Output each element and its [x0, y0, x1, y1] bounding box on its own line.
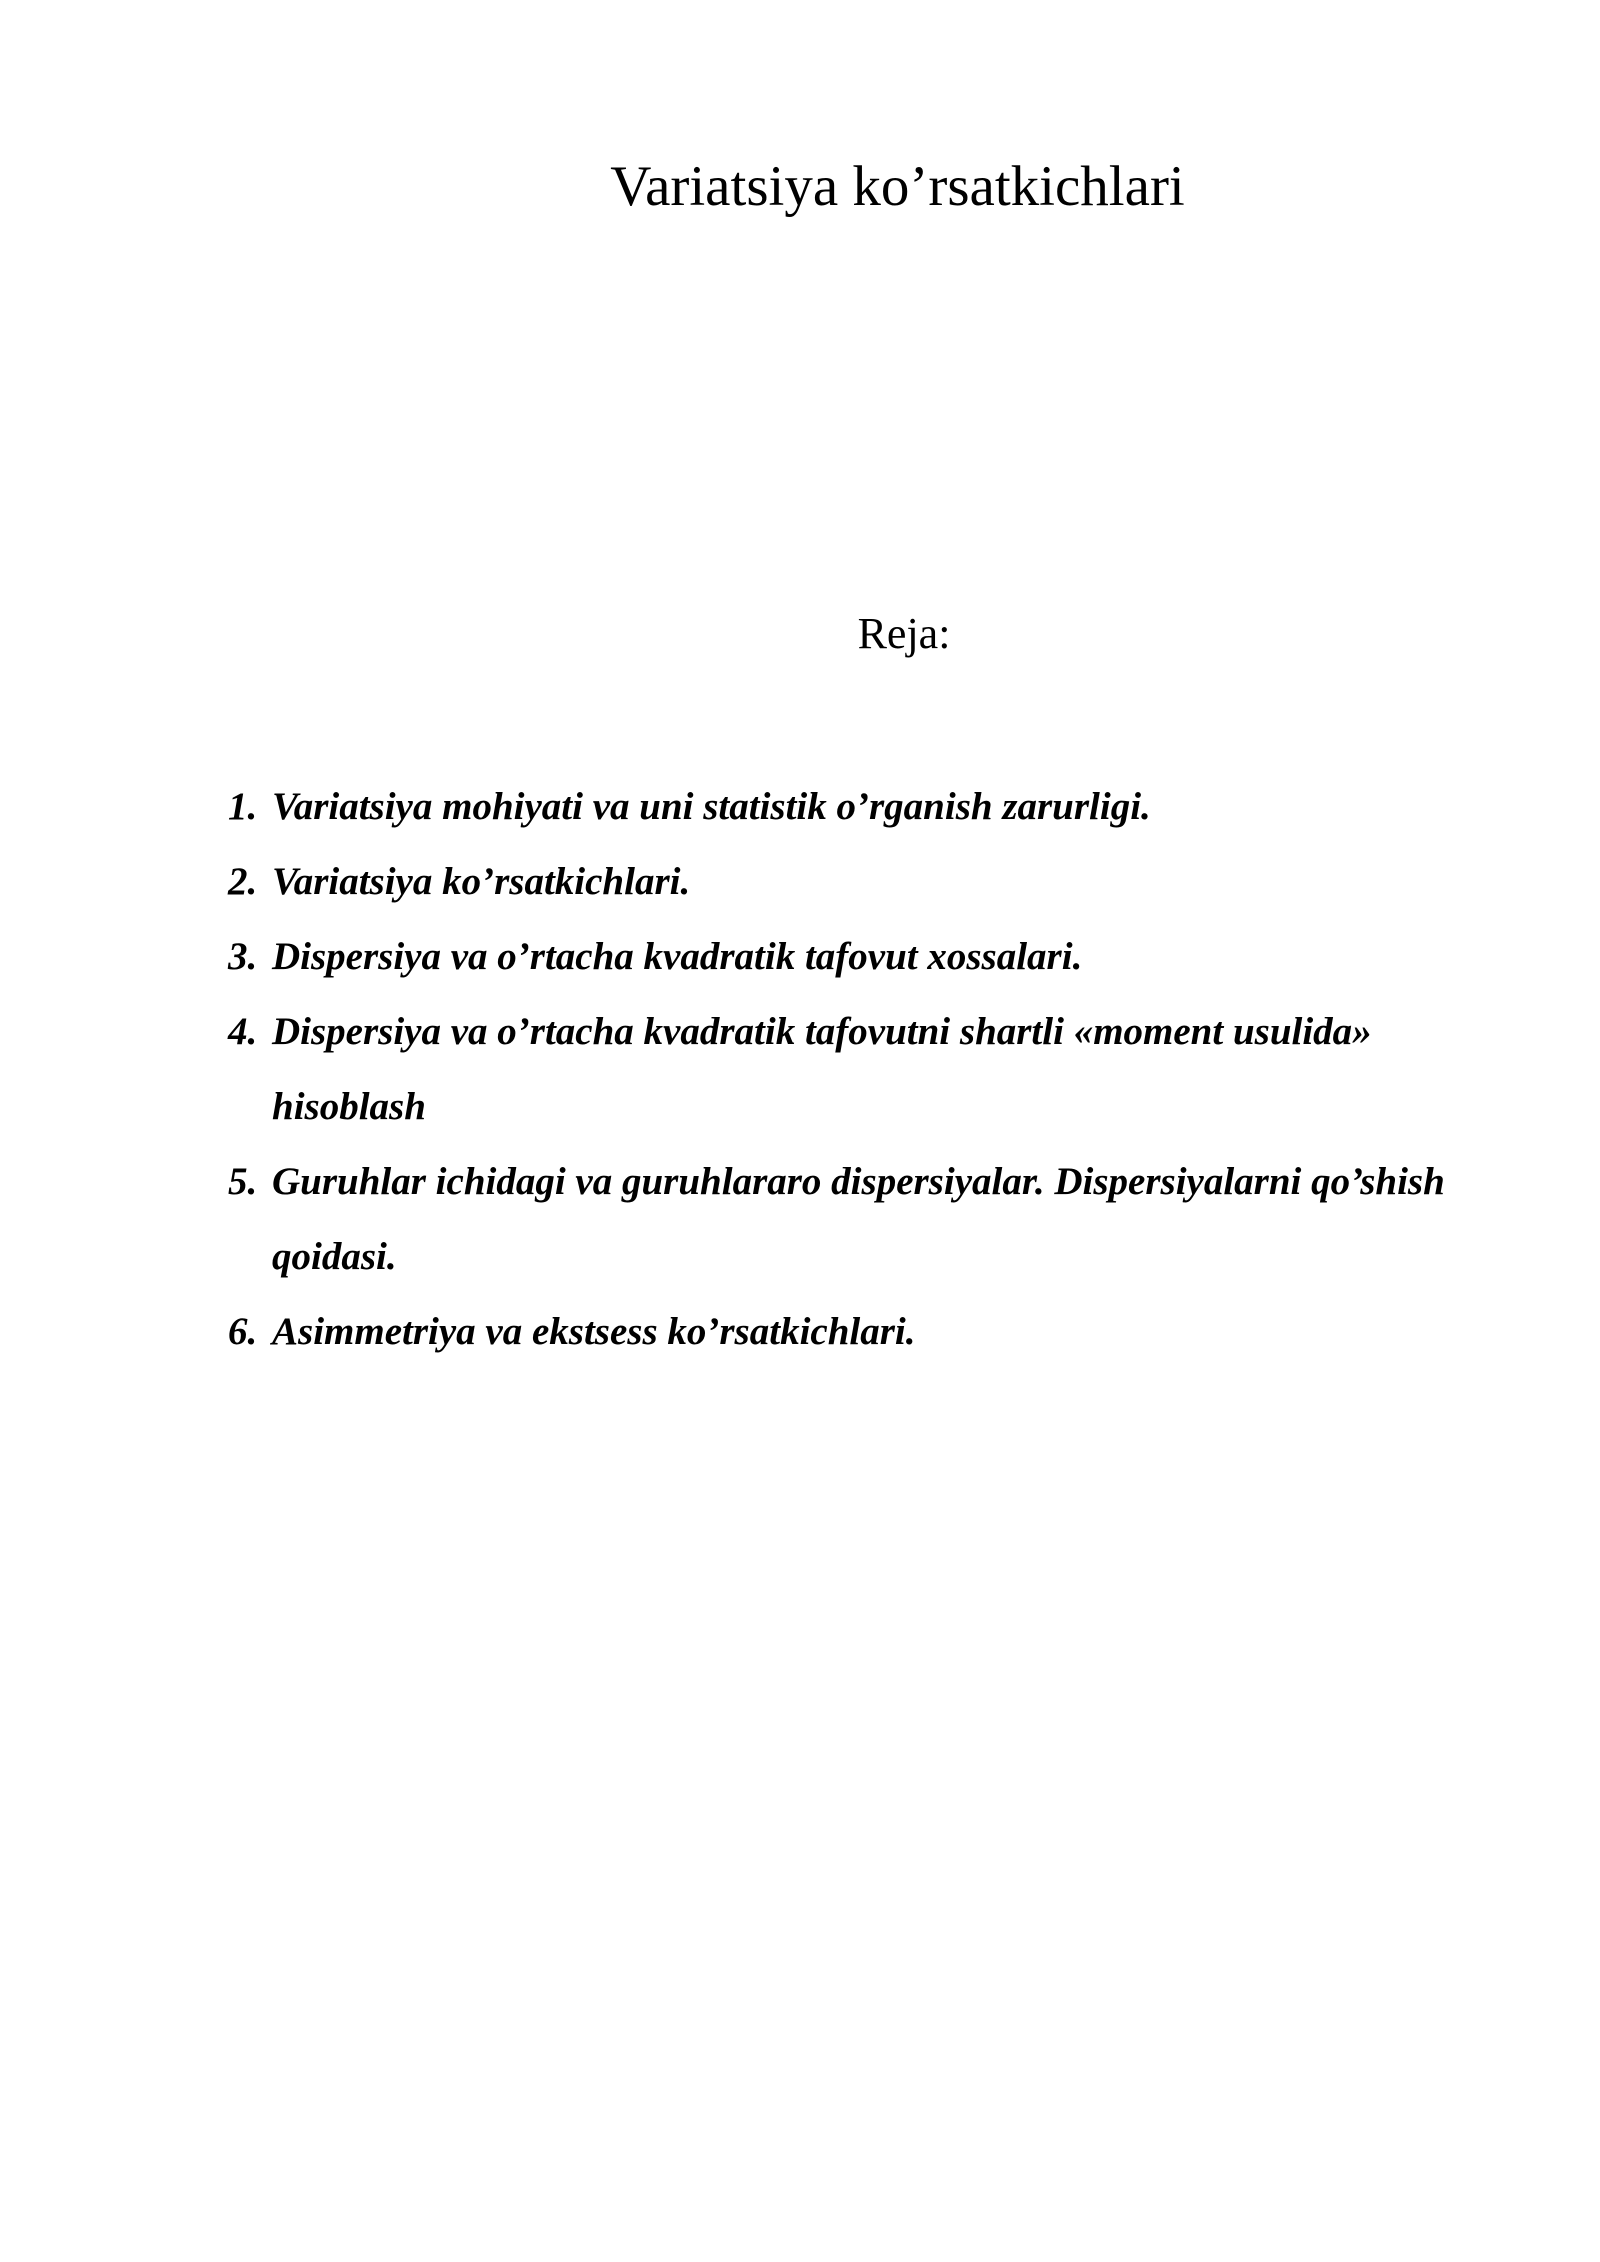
plan-item-1 — [228, 769, 1528, 844]
plan-item-number: 3. — [228, 935, 258, 978]
plan-item-number: 1. — [228, 785, 258, 828]
plan-item-number: 2. — [228, 860, 258, 903]
plan-item-3 — [228, 919, 1528, 994]
plan-item-text: Asimmetriya va ekstsess ko’rsatkichlari. — [272, 1310, 916, 1353]
plan-item-5 — [228, 1144, 1528, 1294]
plan-item-2 — [228, 844, 1528, 919]
document-title: Variatsiya ko’rsatkichlari — [610, 155, 1185, 218]
plan-item-text: Variatsiya mohiyati va uni statistik o’rganish zarurligi. — [272, 785, 1151, 828]
plan-item-6 — [228, 1294, 1528, 1369]
plan-item-text: Guruhlar ichidagi va guruhlararo dispersiyalar. Dispersiyalarni qo’shish qoidasi. — [272, 1160, 1445, 1278]
plan-item-text: Dispersiya va o’rtacha kvadratik tafovutni shartli «moment usulida» hisoblash — [272, 1010, 1372, 1128]
plan-heading: Reja: — [857, 609, 951, 658]
plan-item-text: Variatsiya ko’rsatkichlari. — [272, 860, 691, 903]
plan-item-4 — [228, 994, 1528, 1144]
plan-item-number: 5. — [228, 1160, 258, 1203]
plan-list — [228, 769, 1528, 1369]
plan-item-text: Dispersiya va o’rtacha kvadratik tafovut xossalari. — [272, 935, 1083, 978]
plan-item-number: 6. — [228, 1310, 258, 1353]
plan-item-number: 4. — [228, 1010, 258, 1053]
